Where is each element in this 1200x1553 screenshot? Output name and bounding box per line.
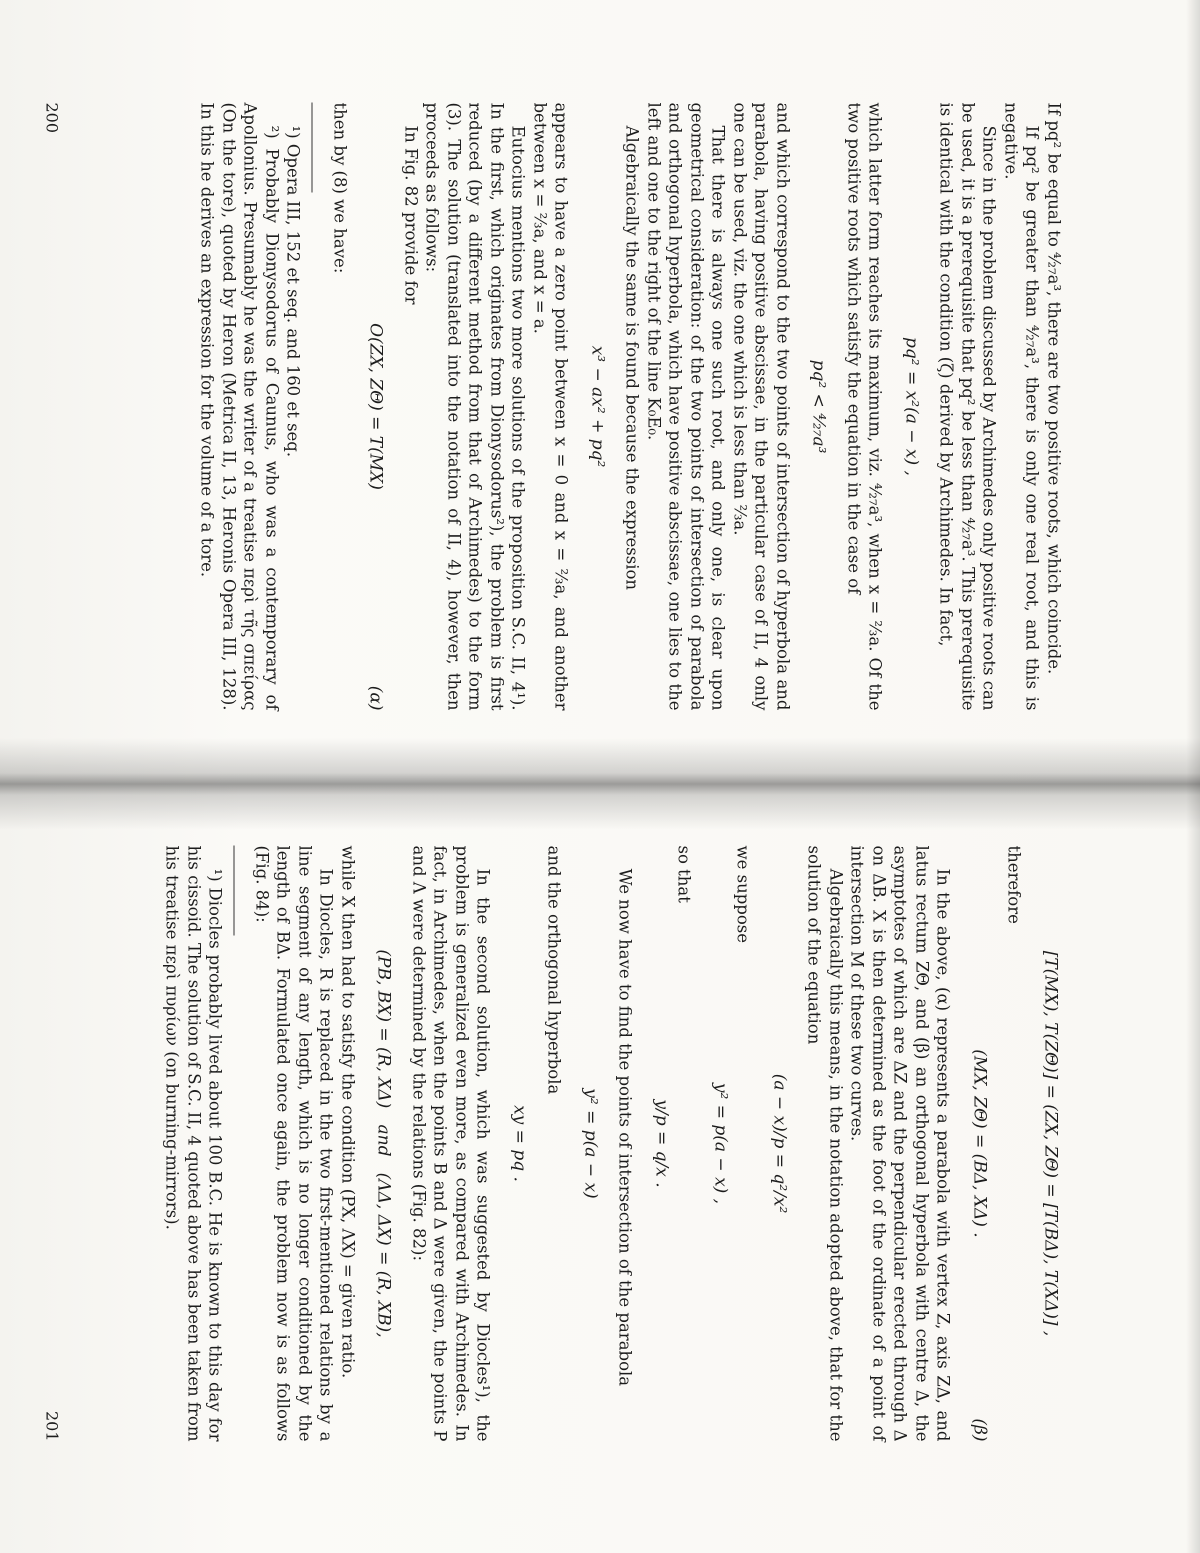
equation — [579, 845, 601, 1441]
equation — [807, 102, 829, 710]
equation-text: [T(MX), T(ZΘ)] = (ZX, ZΘ) = [T(BΔ), T(XΔ)] , — [1040, 950, 1060, 1336]
paragraph: then by (8) we have: — [330, 102, 349, 273]
paragraph: We now have to find the points of intersection of the parabola — [615, 868, 635, 1386]
paragraph: and which correspond to the two points of intersection of hyperbola and parabola, having positive abscissae, in the particular case of II, 4 only one can be used, viz. the one which is less than ⅔a. — [730, 102, 792, 710]
paragraph: In the above, (α) represents a parabola with vertex Z, axis ZΔ, and latus rectum ZΘ, and (β) an orthogonal hyperbola with centre Δ, the asymptotes of which are ΔZ and the perpendicular erected through Δ on ΔB. X is then determined as the foot of the ordinate of a point of intersection M of these two curves. — [847, 845, 953, 1441]
equation — [586, 102, 608, 710]
equation-text: (PB, BX) = (R, XΔ) and (ΛΔ, ΔX) = (R, XB), — [373, 948, 394, 1338]
equation — [900, 102, 922, 710]
paragraph: which latter form reaches its maximum, viz. ⁴⁄₂₇a³, when x = ⅔a. Of the two positive roots which satisfy the equation in the case of — [844, 102, 885, 710]
equation — [508, 845, 530, 1441]
equation — [709, 845, 731, 1441]
equation-text: (a − x)/p = q²/x² — [769, 1073, 789, 1213]
paragraph: so that — [674, 845, 694, 903]
paragraph: we suppose — [733, 845, 753, 943]
paragraph: Algebraically the same is found because the expression — [622, 125, 642, 590]
equation-text: (MX, ZΘ) = (BΔ, XΔ) . — [969, 1048, 989, 1238]
equation — [372, 845, 394, 1441]
equation-text: O(ZX, ZΘ) = T(MX) — [365, 322, 386, 490]
equation-text: x³ − ax² + pq² — [587, 345, 607, 467]
footnote: ¹) Opera III, 152 et seq. and 160 et seq. — [283, 125, 303, 457]
equation-tag: (β) — [969, 1417, 989, 1441]
paragraph: therefore — [1004, 845, 1024, 924]
paragraph: Algebraically this means, in the notation adopted above, that for the solution of the equation — [804, 845, 845, 1441]
footnote-rule — [234, 845, 235, 935]
footnote-rule — [312, 102, 313, 192]
equation — [364, 102, 386, 710]
equation — [650, 845, 672, 1441]
paragraph: Eutocius mentions two more solutions of the proposition S.C. II, 4¹). In the first, which originates from Dionysodorus²), the problem is first reduced (by a different method from that of Archimedes) to the form (3). The solution (translated into the notation of II, 4), however, then proceeds as follows: — [422, 102, 528, 710]
paragraph: appears to have a zero point between x = 0 and x = ⅔a, and another between x = ⅔a, and x = a. — [530, 102, 571, 710]
footnote: ²) Probably Dionysodorus of Caunus, who was a contemporary of Apollonius. Presumably he was the writer of a treatise περὶ τῆς σπείρας (On the tore), quoted by Heron (Metrica II, 13, Heronis Opera III, 128). In this he derives an expression for the volume of a tore. — [197, 102, 281, 710]
paragraph: That there is always one such root, and only one, is clear upon geometrical consideration: of the two points of intersection of parabola and orthogonal hyperbola, which have positive abscissae, one lies to the left and one to the right of the line K₀E₀. — [644, 102, 728, 710]
equation — [1039, 845, 1061, 1441]
paragraph: In the second solution, which was suggested by Diocles¹), the problem is generalized even more, as compared with Archimedes. In fact, in Archimedes, when the points B and Δ were given, the points P and Λ were determined by the relations (Fig. 82): — [409, 845, 493, 1441]
right-page — [0, 777, 1200, 1553]
paragraph: In Fig. 82 provide for — [401, 125, 420, 304]
paragraph: If pq² be equal to ⁴⁄₂₇a³, there are two positive roots, which coincide. — [1044, 102, 1063, 674]
equation — [768, 845, 790, 1441]
equation-text: pq² < ⁴⁄₂₇a³ — [808, 359, 829, 453]
equation — [968, 845, 990, 1441]
paragraph: If pq² be greater than ⁴⁄₂₇a³, there is only one real root, and this is negative. — [1001, 102, 1042, 710]
left-page — [0, 0, 1200, 776]
equation-tag: (α) — [365, 685, 386, 710]
equation-text: pq² = x²(a − x) , — [901, 336, 921, 476]
footnote: ¹) Diocles probably lived about 100 B.C. He is known to this day for his cissoid. The solution of S.C. II, 4 quoted above has been taken from his treatise περὶ πυρίων (on burning-mirrors). — [162, 845, 225, 1441]
equation-text: y² = p(a − x) — [580, 1087, 600, 1199]
equation-text: xy = pq . — [509, 1104, 529, 1182]
paragraph: and the orthogonal hyperbola — [544, 845, 564, 1094]
page-number: 201 — [42, 1410, 61, 1441]
equation-text: y/p = q/x . — [651, 1098, 671, 1188]
paragraph: Since in the problem discussed by Archimedes only positive roots can be used, it is a prerequisite that pq² be less than ⁴⁄₂₇a³. This prerequisite is identical with the condition (ζ) derived by Archimedes. In fact, — [936, 102, 999, 710]
paragraph: while X then had to satisfy the condition (PX, ΛX) = given ratio. — [338, 845, 357, 1378]
equation-text: y² = p(a − x) , — [710, 1082, 730, 1204]
paragraph: In Diocles, R is replaced in the two first-mentioned relations by a line segment of any length, which is no longer conditioned by the length of BΔ. Formulated once again, the problem now is as follows (Fig. 84): — [252, 845, 336, 1441]
page-number: 200 — [42, 102, 61, 133]
